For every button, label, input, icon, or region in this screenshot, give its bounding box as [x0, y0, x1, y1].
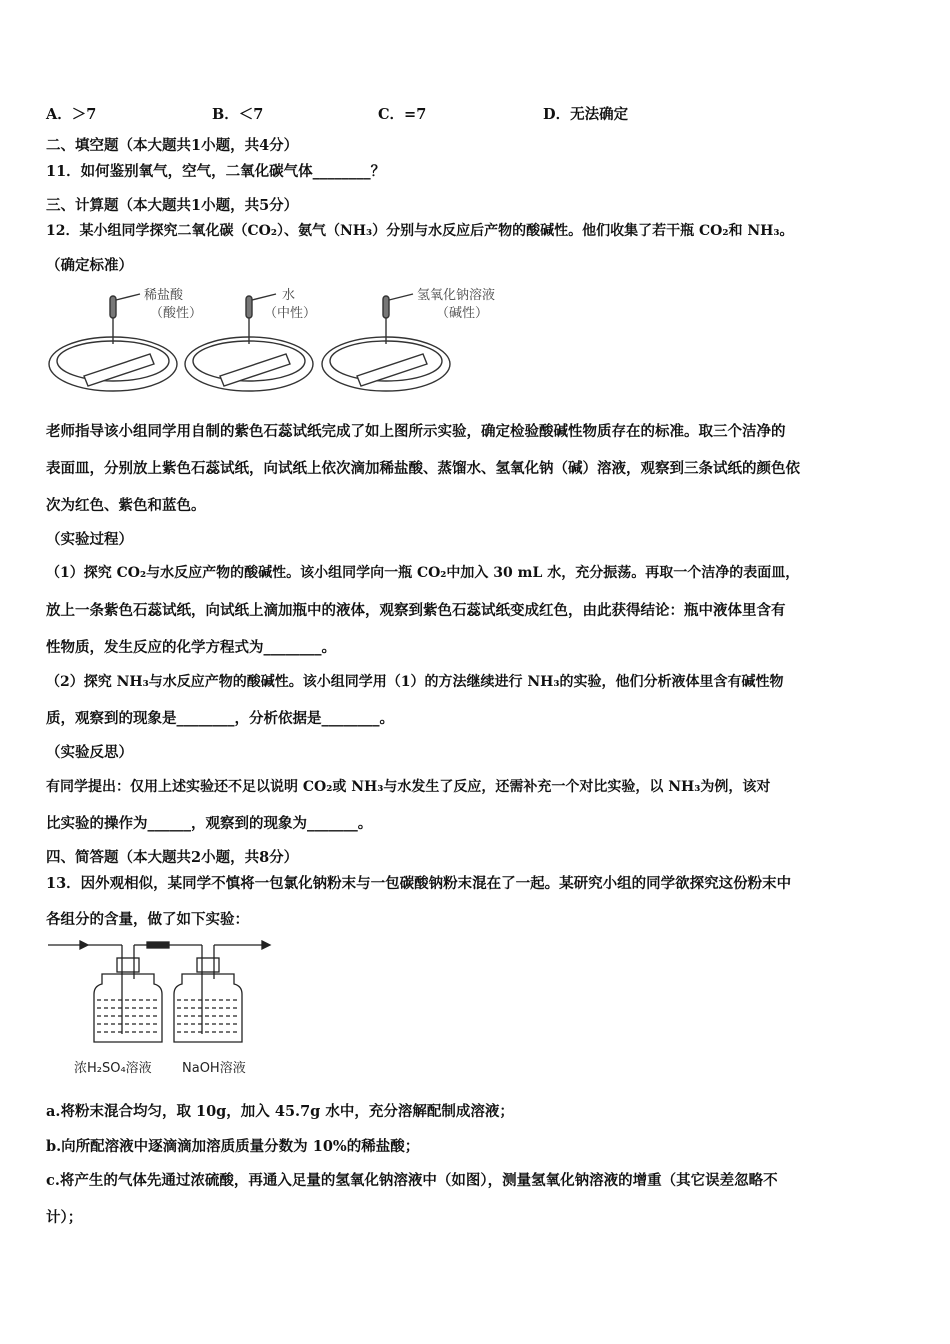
question-13-line-1: 13．因外观相似，某同学不慎将一包氯化钠粉末与一包碳酸钠粉末混在了一起。某研究小组的同学欲探究这份粉末中	[46, 875, 792, 892]
step-a: a.将粉末混合均匀，取 10g，加入 45.7g 水中，充分溶解配制成溶液；	[46, 1103, 514, 1120]
step-c-line-1: c.将产生的气体先通过浓硫酸，再通入足量的氢氧化钠溶液中（如图），测量氢氧化钠溶液的增重（其它误差忽略不	[46, 1172, 778, 1189]
paragraph-2: 表面皿，分别放上紫色石蕊试纸，向试纸上依次滴加稀盐酸、蒸馏水、氢氧化钠（碱）溶液，观察到三条试纸的颜色依	[46, 460, 800, 477]
paragraph-1: 老师指导该小组同学用自制的紫色石蕊试纸完成了如上图所示实验，确定检验酸碱性物质存在的标准。取三个洁净的	[46, 423, 786, 440]
paragraph-5: 放上一条紫色石蕊试纸，向试纸上滴加瓶中的液体，观察到紫色石蕊试纸变成红色，由此获得结论：瓶中液体里含有	[46, 602, 786, 619]
step-b: b.向所配溶液中逐滴滴加溶质质量分数为 10%的稀盐酸；	[46, 1138, 420, 1155]
reflection-heading: （实验反思）	[46, 744, 133, 761]
paragraph-10: 比实验的操作为______，观察到的现象为_______。	[46, 815, 373, 832]
option-b: B．＜7	[212, 106, 264, 123]
paragraph-3: 次为红色、紫色和蓝色。	[46, 497, 206, 514]
watch-glass-figure	[40, 282, 520, 400]
step-c-line-2: 计）；	[46, 1209, 83, 1226]
gas-bottles-figure	[44, 934, 274, 1082]
process-heading: （实验过程）	[46, 531, 133, 548]
option-d: D．无法确定	[543, 106, 629, 123]
standard-heading: （确定标准）	[46, 257, 133, 274]
section-2-title: 二、填空题（本大题共1小题，共4分）	[46, 137, 299, 154]
section-4-title: 四、简答题（本大题共2小题，共8分）	[46, 849, 299, 866]
paragraph-7: （2）探究 NH₃与水反应产物的酸碱性。该小组同学用（1）的方法继续进行 NH₃的实验，他们分析液体里含有碱性物	[46, 674, 784, 690]
option-a: A．＞7	[46, 106, 97, 123]
paragraph-4: （1）探究 CO₂与水反应产物的酸碱性。该小组同学向一瓶 CO₂中加入 30 mL 水，充分振荡。再取一个洁净的表面皿，	[46, 565, 800, 581]
section-3-title: 三、计算题（本大题共1小题，共5分）	[46, 197, 299, 214]
question-11: 11．如何鉴别氧气，空气，二氧化碳气体________？	[46, 163, 386, 180]
bottle-2	[169, 945, 242, 1042]
paragraph-6: 性物质，发生反应的化学方程式为________。	[46, 639, 336, 656]
label-basic: （碱性）	[436, 306, 489, 321]
option-c: C．=7	[378, 106, 427, 123]
bottle-1	[88, 945, 162, 1042]
label-acidic: （酸性）	[150, 306, 203, 321]
paragraph-8: 质，观察到的现象是________，分析依据是________。	[46, 710, 394, 727]
label-dilute-hcl: 稀盐酸	[144, 288, 184, 303]
question-12: 12．某小组同学探究二氧化碳（CO₂）、氨气（NH₃）分别与水反应后产物的酸碱性。他们收集了若干瓶 CO₂和 NH₃。	[46, 223, 794, 239]
label-water: 水	[282, 288, 296, 303]
watch-glass-3	[322, 294, 450, 391]
label-naoh-solution: 氢氧化钠溶液	[417, 288, 496, 303]
label-conc-h2so4: 浓H₂SO₄溶液	[74, 1061, 152, 1076]
paragraph-9: 有同学提出：仅用上述实验还不足以说明 CO₂或 NH₃与水发生了反应，还需补充一个对比实验，以 NH₃为例，该对	[46, 779, 771, 795]
label-naoh-bottle: NaOH溶液	[182, 1061, 246, 1076]
question-13-line-2: 各组分的含量，做了如下实验：	[46, 911, 249, 928]
label-neutral: （中性）	[264, 306, 317, 321]
